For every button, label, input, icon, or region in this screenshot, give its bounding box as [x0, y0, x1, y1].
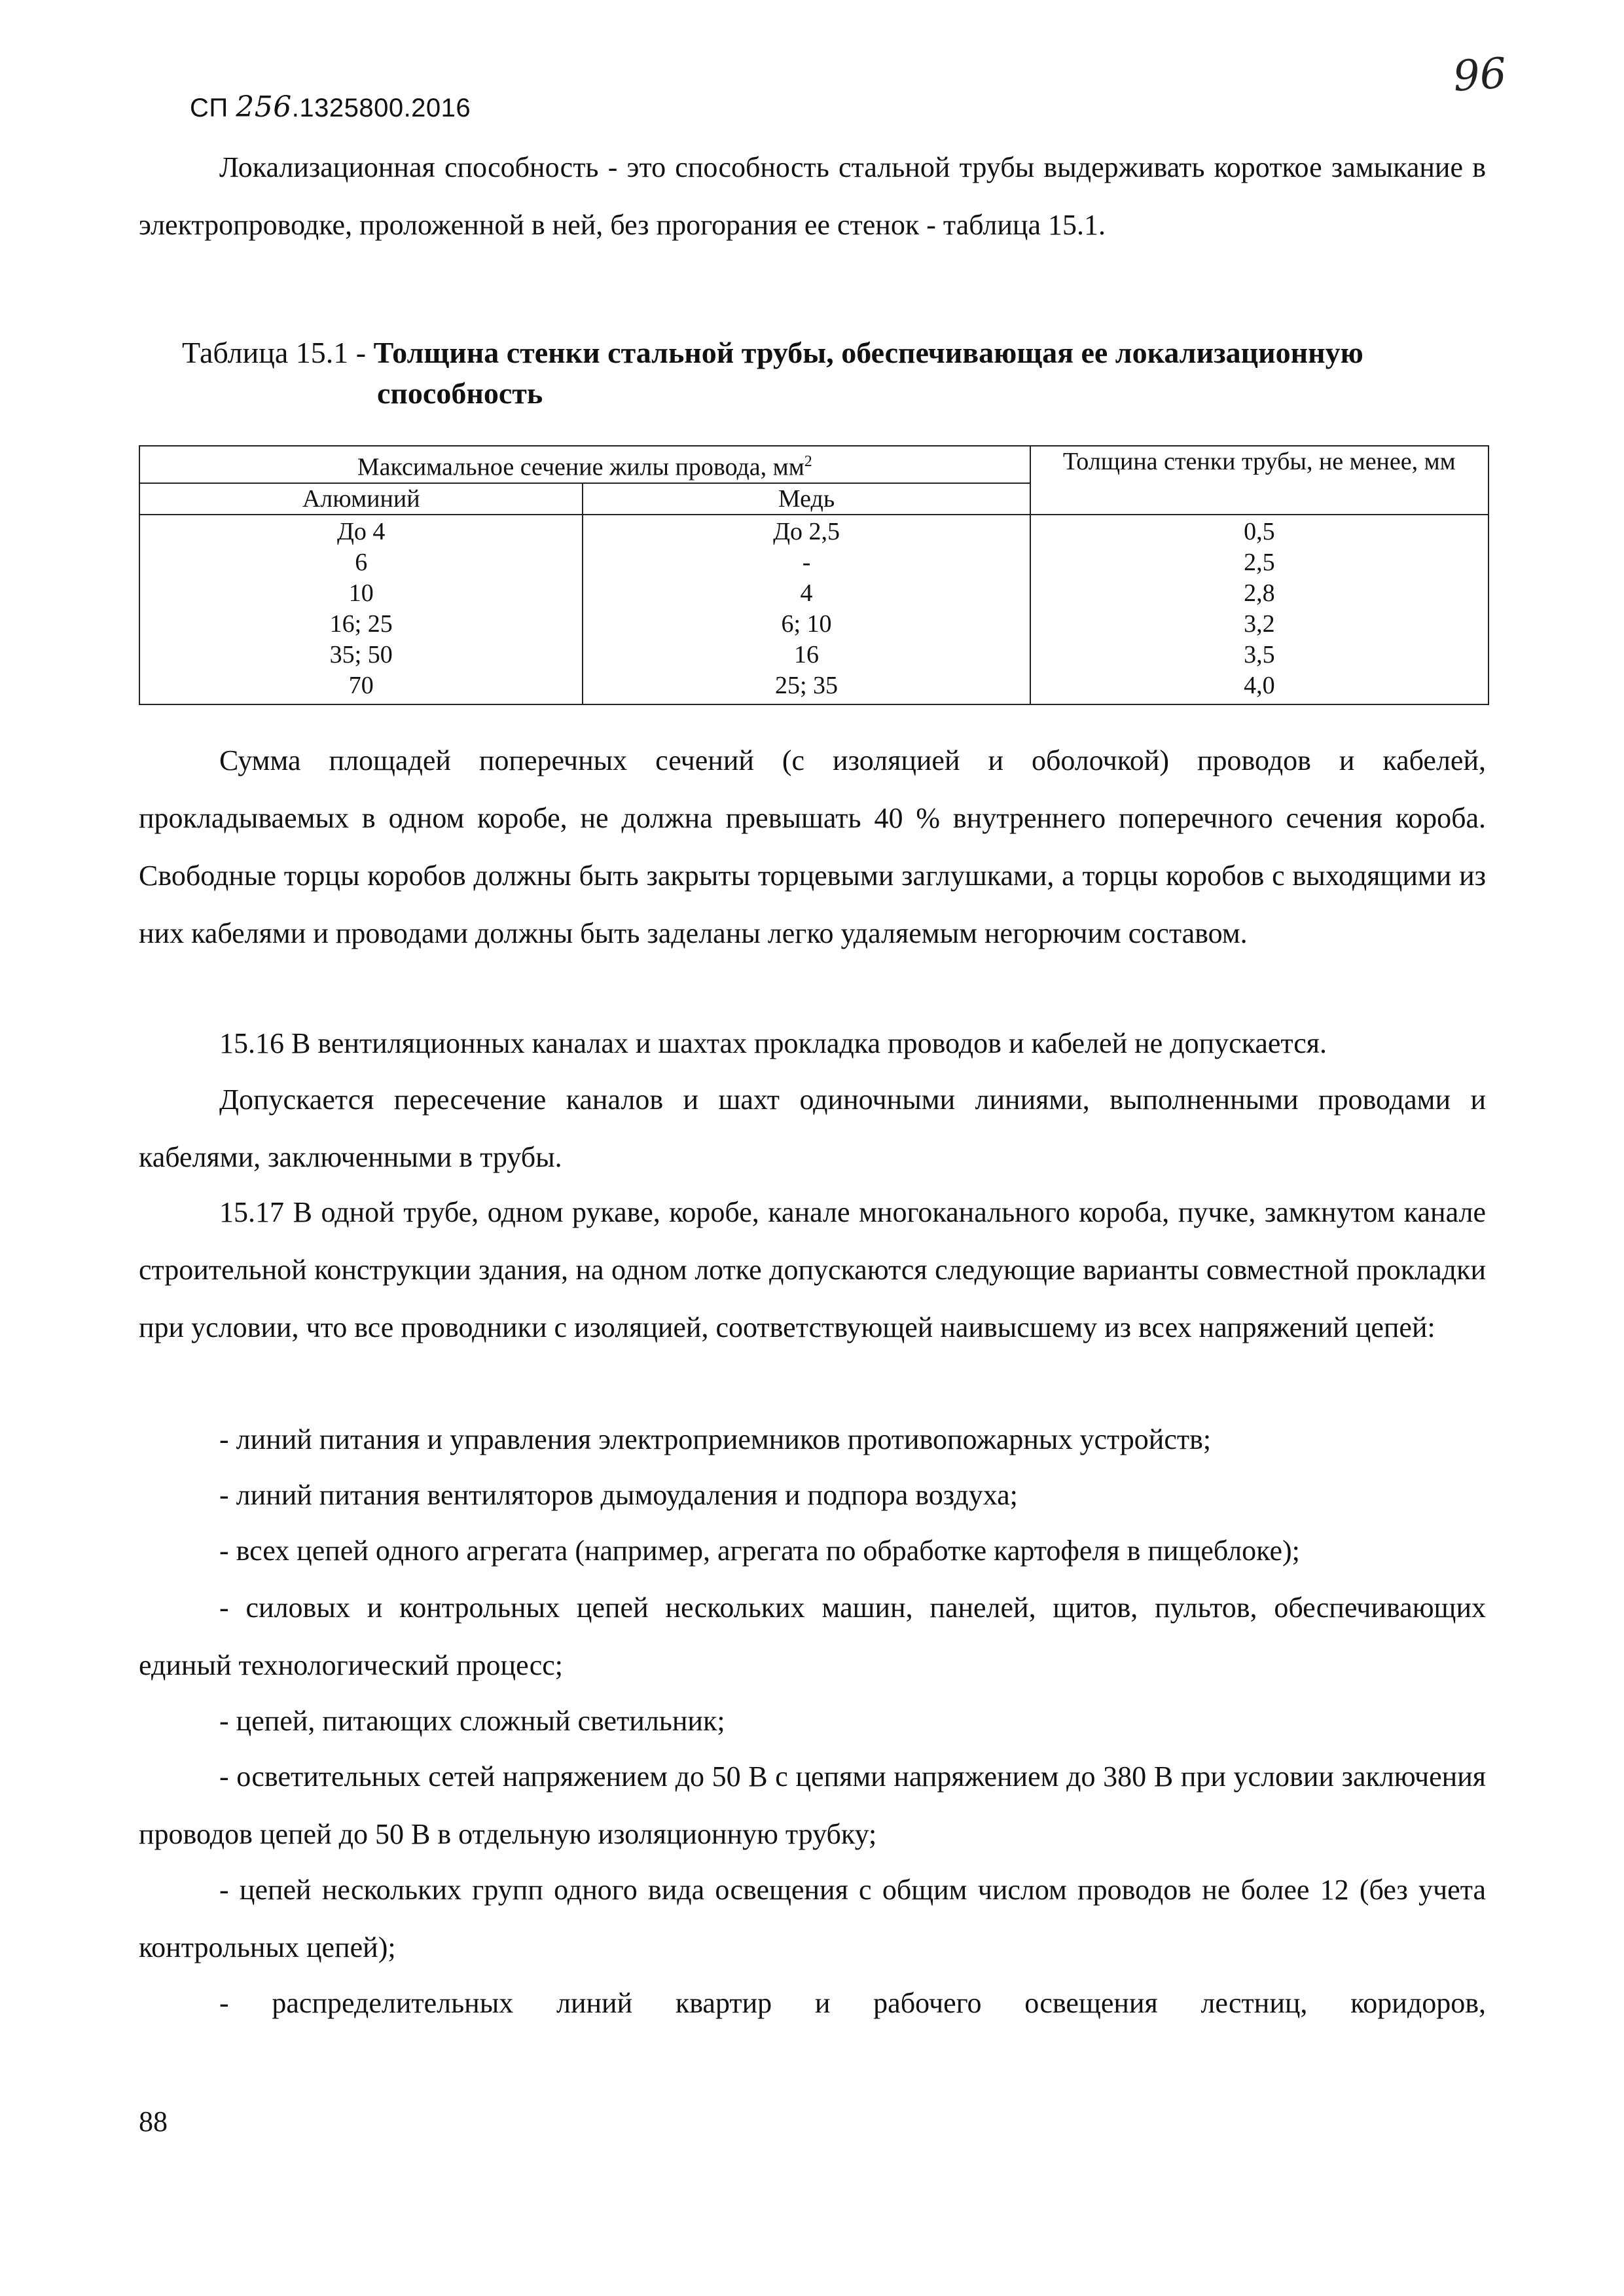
cell-thickness: 2,5	[1244, 548, 1275, 576]
header-thickness: Толщина стенки трубы, не менее, мм	[1030, 446, 1489, 515]
cell-thickness: 2,8	[1244, 579, 1275, 607]
wall-thickness-table	[139, 445, 1489, 705]
list-item-lighting-50v: - осветительных сетей напряжением до 50 В с цепями напряжением до 380 В при условии заключения проводов цепей до 50 В в отдельную изоляционную трубку;	[139, 1760, 1486, 1850]
header-aluminium: Алюминий	[139, 483, 583, 515]
cell-cu: 4	[800, 579, 813, 607]
cell-thickness: 0,5	[1244, 517, 1275, 545]
paragraph-allow-crossing: Допускается пересечение каналов и шахт одиночными линиями, выполненными проводами и кабелями, заключенными в трубы.	[139, 1084, 1486, 1173]
cell-al: 16; 25	[329, 610, 393, 638]
cell-al: 35; 50	[329, 640, 393, 668]
cell-thickness: 4,0	[1244, 671, 1275, 699]
paragraph-15-16: 15.16 В вентиляционных каналах и шахтах прокладка проводов и кабелей не допускается.	[219, 1027, 1327, 1059]
paragraph-cable-sum: Сумма площадей поперечных сечений (с изоляцией и оболочкой) проводов и кабелей, прокладываемых в одном коробе, не должна превышать 40 % внутреннего поперечного сечения короба. Свободные торцы коробов должны быть закрыты торцевыми заглушками, а торцы коробов с выходящими из них кабелями и проводами должны быть заделаны легко удаляемым негорючим составом.	[139, 744, 1486, 949]
handwritten-code: 256	[236, 90, 292, 124]
page-number: 88	[139, 2105, 168, 2138]
cell-thickness: 3,5	[1244, 640, 1275, 668]
cell-cu: 16	[794, 640, 820, 668]
paragraph-15-17: 15.17 В одной трубе, одном рукаве, коробе, канале многоканального короба, пучке, замкнутом канале строительной конструкции здания, на одном лотке допускаются следующие варианты совместной прокладки при условии, что все проводники с изоляцией, соответствующей наивысшему из всех напряжений цепей:	[139, 1196, 1486, 1343]
col-copper	[583, 515, 1030, 704]
cell-cu: -	[802, 548, 811, 576]
handwritten-page-number: 96	[1451, 49, 1508, 101]
cell-thickness: 3,2	[1244, 610, 1275, 638]
table-header-row	[139, 446, 1489, 483]
list-item-fire-devices: - линий питания и управления электроприемников противопожарных устройств;	[219, 1423, 1212, 1455]
header-sup: 2	[804, 453, 812, 470]
header-max-section	[139, 446, 1030, 483]
col-aluminium	[139, 515, 583, 704]
header-copper: Медь	[583, 483, 1030, 515]
cell-cu: До 2,5	[773, 517, 840, 545]
table-caption	[182, 333, 1491, 414]
list-item-distribution-lines: - распределительных линий квартир и рабочего освещения лестниц, коридоров,	[219, 1987, 1486, 2019]
caption-title: Толщина стенки стальной трубы, обеспечивающая ее локализационную	[373, 336, 1363, 369]
list-item-lighting-groups: - цепей нескольких групп одного вида освещения с общим числом проводов не более 12 (без учета контрольных цепей);	[139, 1874, 1486, 1963]
list-item-complex-luminaire: - цепей, питающих сложный светильник;	[219, 1705, 725, 1737]
list-item-one-unit: - всех цепей одного агрегата (например, агрегата по обработке картофеля в пищеблоке);	[219, 1535, 1300, 1567]
cell-cu: 25; 35	[774, 671, 839, 699]
cell-al: 70	[348, 671, 374, 699]
col-thickness	[1030, 515, 1489, 704]
code-suffix: .1325800.2016	[291, 94, 471, 122]
table-body	[139, 515, 1489, 704]
list-item-smoke-fans: - линий питания вентиляторов дымоудаления и подпора воздуха;	[219, 1479, 1018, 1511]
code-prefix: СП	[190, 94, 236, 122]
cell-cu: 6; 10	[781, 610, 832, 638]
list-item-power-control: - силовых и контрольных цепей нескольких машин, панелей, щитов, пультов, обеспечивающих единый технологический процесс;	[139, 1592, 1486, 1681]
cell-al: До 4	[336, 517, 386, 545]
document-code	[190, 90, 471, 124]
caption-prefix: Таблица 15.1 -	[182, 336, 374, 369]
cell-al: 10	[348, 579, 374, 607]
cell-al: 6	[355, 548, 368, 576]
intro-paragraph: Локализационная способность - это способность стальной трубы выдерживать короткое замыкание в электропроводке, проложенной в ней, без прогорания ее стенок - таблица 15.1.	[139, 151, 1486, 241]
caption-title-cont: способность	[377, 376, 543, 410]
header-max-section-label: Максимальное сечение жилы провода, мм	[357, 453, 804, 481]
